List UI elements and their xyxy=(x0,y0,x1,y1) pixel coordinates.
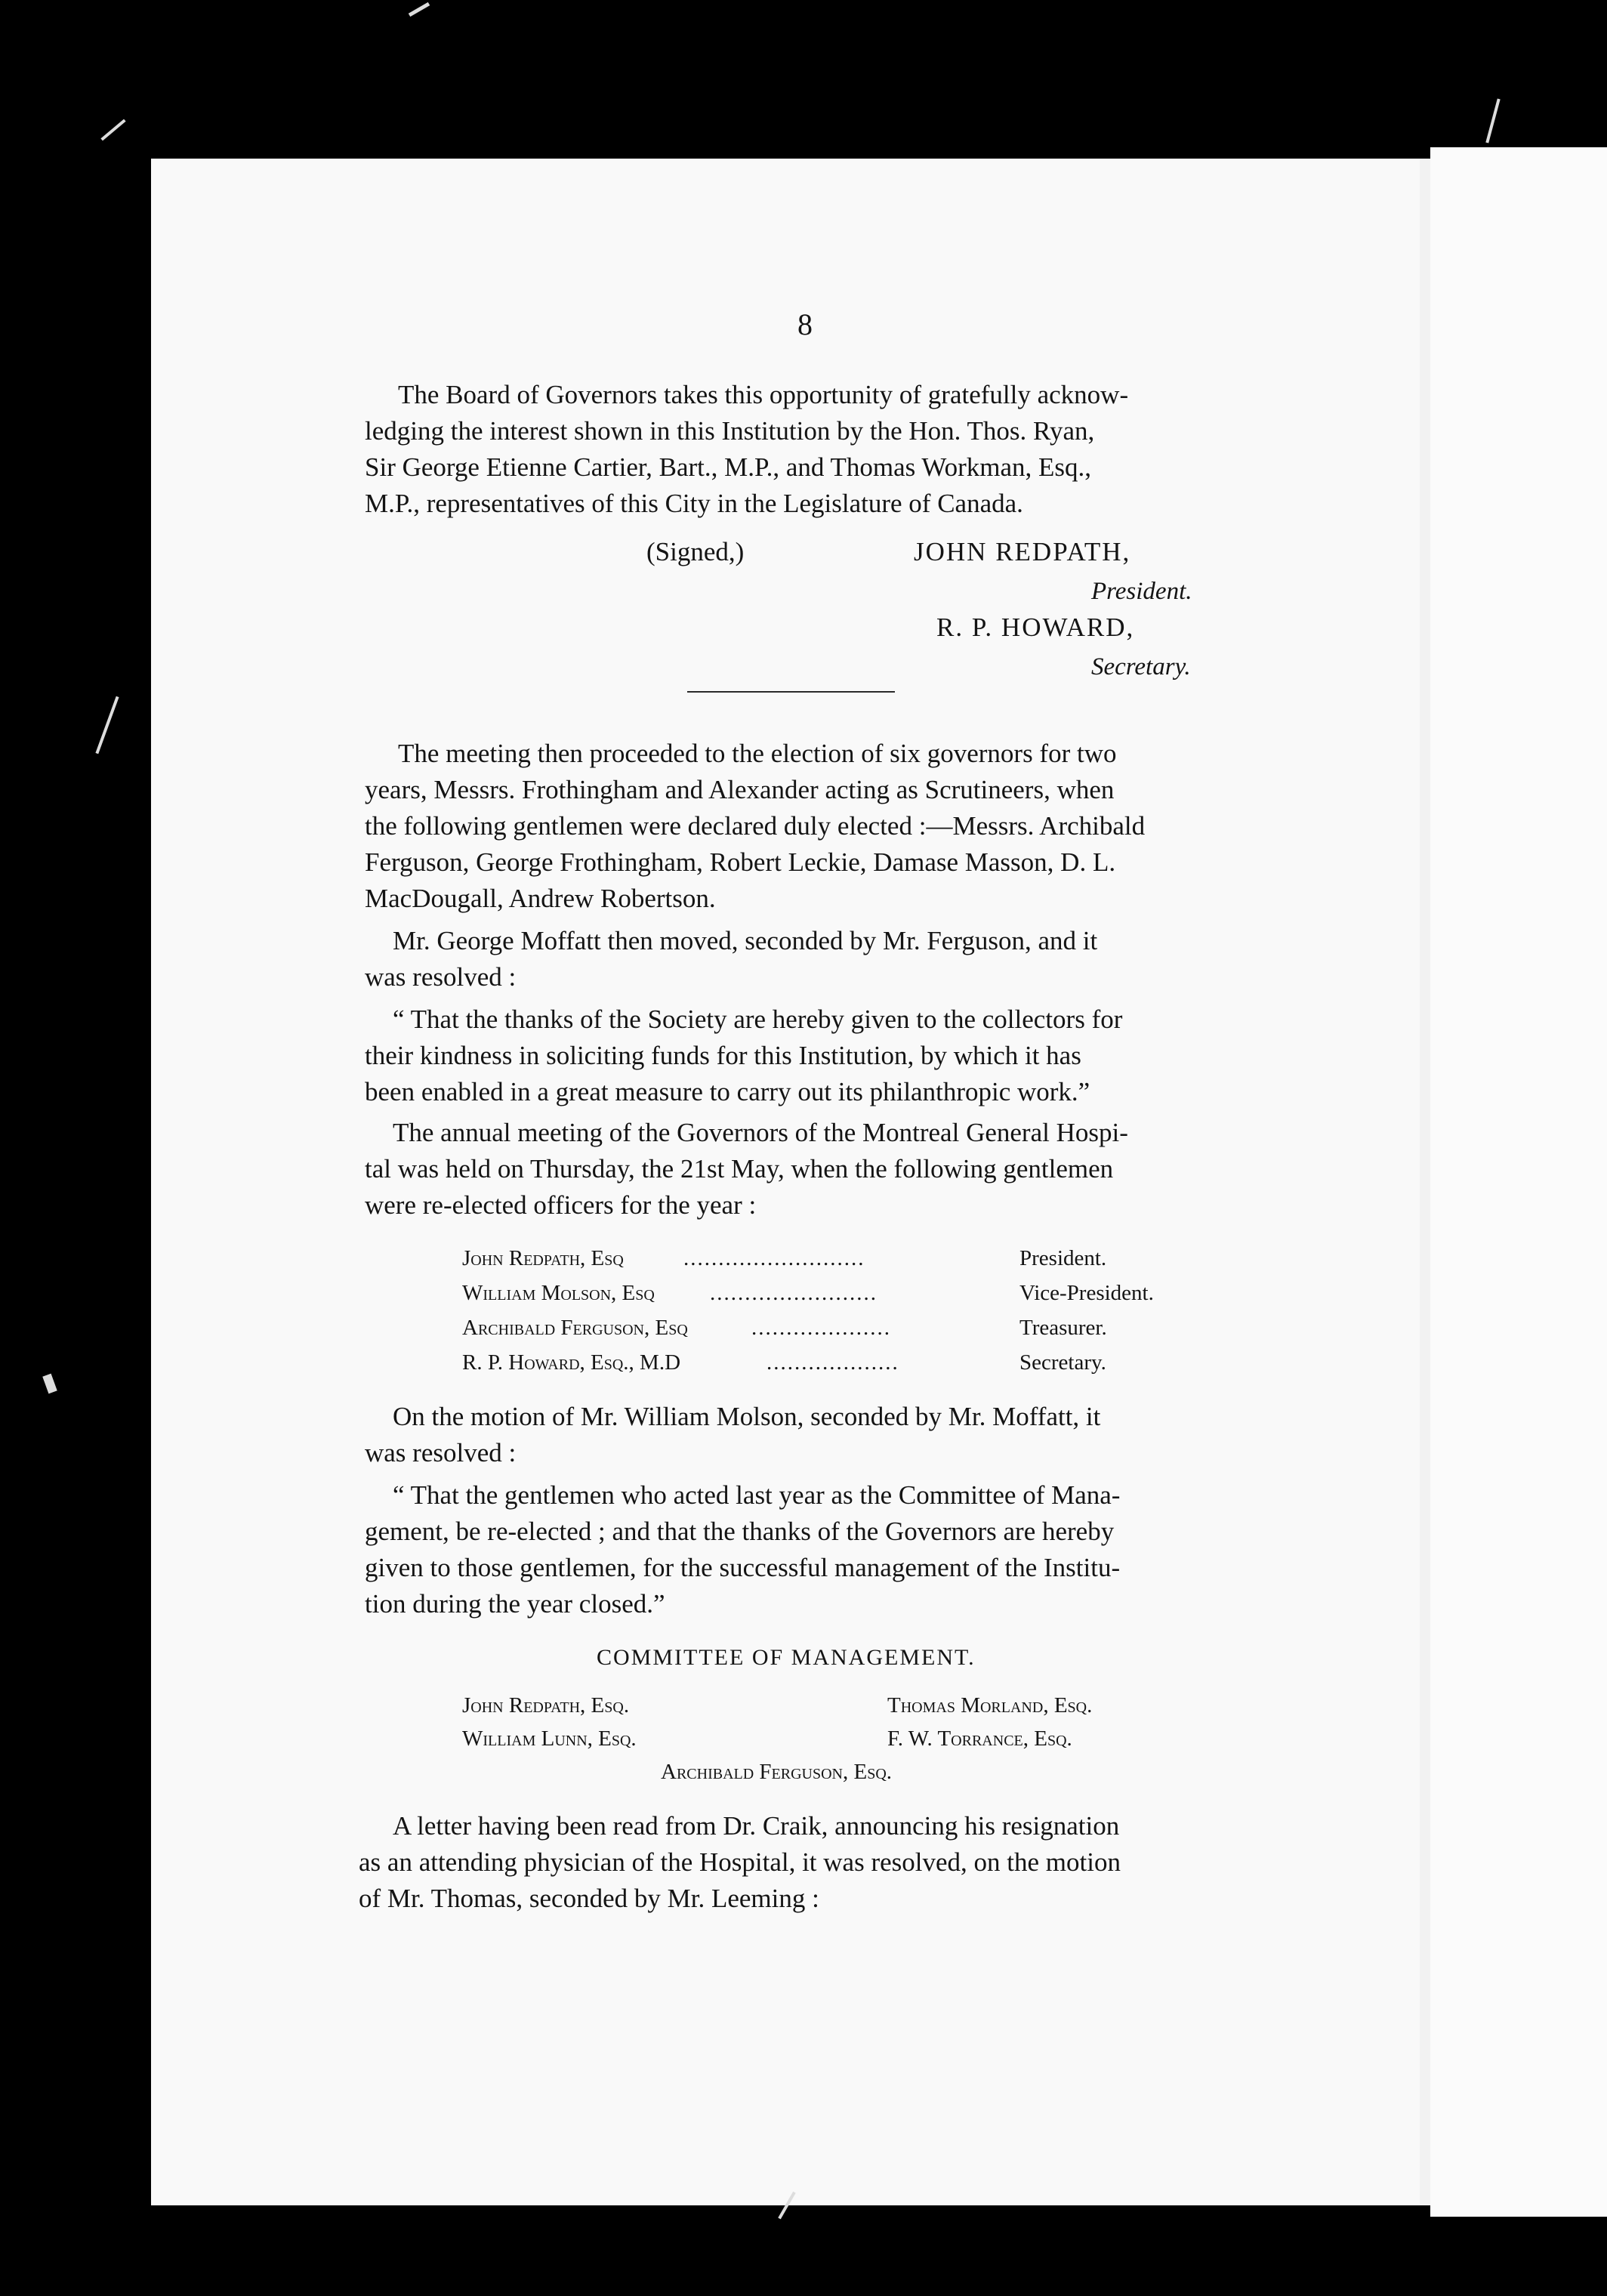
paragraph-line: “ That the thanks of the Society are hereby given to the collectors for xyxy=(393,1004,1123,1034)
officer-role: President. xyxy=(1019,1246,1107,1270)
officer-name: William Molson, Esq xyxy=(462,1281,655,1305)
committee-member: William Lunn, Esq. xyxy=(462,1727,637,1751)
officer-leader-dots: ........................ xyxy=(710,1281,878,1305)
committee-member: John Redpath, Esq. xyxy=(462,1693,630,1717)
officer-role: Secretary. xyxy=(1019,1350,1106,1375)
paragraph-line: given to those gentlemen, for the successful management of the Institu- xyxy=(365,1553,1121,1582)
scan-speck xyxy=(1485,99,1500,144)
officer-leader-dots: ................... xyxy=(766,1350,899,1375)
scan-speck xyxy=(95,696,119,755)
paragraph-line: years, Messrs. Frothingham and Alexander acting as Scrutineers, when xyxy=(365,775,1115,804)
officer-name: John Redpath, Esq xyxy=(462,1246,624,1270)
paragraph-line: of Mr. Thomas, seconded by Mr. Leeming : xyxy=(359,1884,819,1913)
paragraph-line: gement, be re-elected ; and that the thanks of the Governors are hereby xyxy=(365,1517,1115,1546)
paragraph-line: Sir George Etienne Cartier, Bart., M.P., and Thomas Workman, Esq., xyxy=(365,452,1092,482)
officer-leader-dots: .......................... xyxy=(683,1246,865,1270)
paragraph-line: Mr. George Moffatt then moved, seconded by Mr. Ferguson, and it xyxy=(393,926,1098,955)
paragraph-line: M.P., representatives of this City in the Legislature of Canada. xyxy=(365,489,1023,518)
separator-rule xyxy=(687,691,895,693)
paragraph-line: The annual meeting of the Governors of the Montreal General Hospi- xyxy=(393,1118,1128,1147)
officer-name: R. P. Howard, Esq., M.D xyxy=(462,1350,681,1375)
paragraph-line: was resolved : xyxy=(365,962,517,992)
paragraph-line: The Board of Governors takes this opportunity of gratefully acknow- xyxy=(398,380,1129,409)
officer-name: Archibald Ferguson, Esq xyxy=(462,1316,688,1340)
scan-speck xyxy=(42,1374,57,1394)
paragraph-line: ledging the interest shown in this Institution by the Hon. Thos. Ryan, xyxy=(365,416,1095,446)
page-number: 8 xyxy=(797,307,813,341)
scan-speck xyxy=(100,119,125,141)
paragraph-line: tion during the year closed.” xyxy=(365,1589,665,1619)
paragraph-line: their kindness in soliciting funds for this Institution, by which it has xyxy=(365,1041,1081,1070)
signer-name: JOHN REDPATH, xyxy=(914,537,1131,566)
paragraph-line: MacDougall, Andrew Robertson. xyxy=(365,884,716,913)
paragraph-line: were re-elected officers for the year : xyxy=(365,1190,757,1220)
paragraph-line: Ferguson, George Frothingham, Robert Leckie, Damase Masson, D. L. xyxy=(365,847,1116,877)
signed-label: (Signed,) xyxy=(646,537,745,566)
committee-member: Thomas Morland, Esq. xyxy=(887,1693,1093,1717)
signer-title: Secretary. xyxy=(1091,653,1191,680)
paragraph-line: tal was held on Thursday, the 21st May, when the following gentlemen xyxy=(365,1154,1114,1183)
paragraph-line: A letter having been read from Dr. Craik, announcing his resignation xyxy=(393,1811,1120,1841)
signer-title: President. xyxy=(1091,578,1192,605)
paragraph-line: was resolved : xyxy=(365,1438,517,1467)
paragraph-line: been enabled in a great measure to carry out its philanthropic work.” xyxy=(365,1077,1090,1106)
officer-role: Vice-President. xyxy=(1019,1281,1154,1305)
officer-role: Treasurer. xyxy=(1019,1316,1107,1340)
officer-leader-dots: .................... xyxy=(751,1316,891,1340)
committee-member: Archibald Ferguson, Esq. xyxy=(661,1760,893,1784)
paragraph-line: The meeting then proceeded to the election of six governors for two xyxy=(398,739,1117,768)
scan-speck xyxy=(409,2,430,17)
paragraph-line: as an attending physician of the Hospital, it was resolved, on the motion xyxy=(359,1847,1121,1877)
signer-name: R. P. HOWARD, xyxy=(936,613,1135,642)
paragraph-line: On the motion of Mr. William Molson, seconded by Mr. Moffatt, it xyxy=(393,1402,1101,1431)
facing-page xyxy=(1430,147,1607,2217)
committee-member: F. W. Torrance, Esq. xyxy=(887,1727,1072,1751)
page-edge xyxy=(1420,159,1430,2205)
paragraph-line: the following gentlemen were declared duly elected :—Messrs. Archibald xyxy=(365,811,1146,841)
paragraph-line: “ That the gentlemen who acted last year as the Committee of Mana- xyxy=(393,1480,1121,1510)
committee-heading: COMMITTEE OF MANAGEMENT. xyxy=(597,1645,976,1670)
